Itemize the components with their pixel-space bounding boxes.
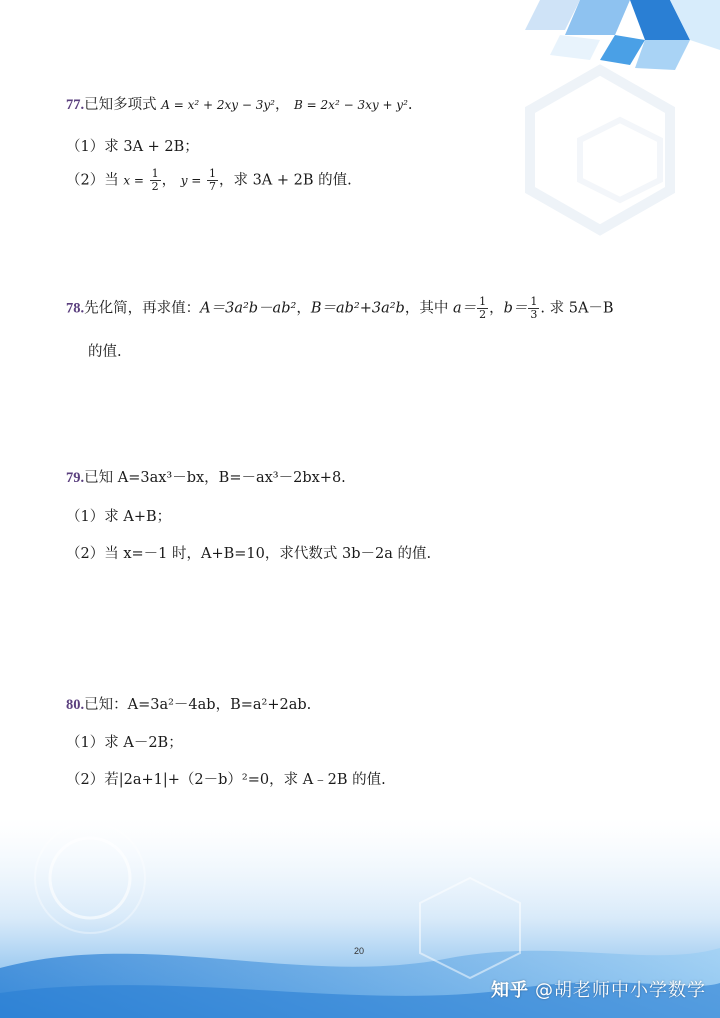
problem-text: 的值. — [88, 344, 122, 360]
numerator: 1 — [208, 167, 216, 180]
fraction-y — [207, 168, 218, 193]
problem-78-line-2 — [66, 340, 122, 361]
problem-79 — [66, 466, 346, 487]
comma: ， — [489, 300, 504, 317]
period: . — [407, 97, 413, 113]
problem-80-part-1 — [66, 731, 183, 752]
problem-77-part-1 — [66, 135, 199, 156]
problem-lead: 先化简，再求值： — [84, 300, 201, 317]
problem-lead: 已知：A=3a²－4ab，B=a²+2ab. — [84, 697, 312, 713]
part-label: （2） — [66, 772, 105, 788]
denominator: 7 — [208, 180, 216, 193]
zhihu-watermark — [491, 976, 706, 1002]
part-label: （1） — [66, 139, 105, 155]
denominator: 3 — [530, 308, 538, 321]
part-text: 当 — [104, 172, 119, 189]
watermark-text: @胡老师中小学数学 — [535, 980, 706, 1001]
part-label: （2） — [66, 546, 105, 562]
denominator: 2 — [151, 180, 159, 193]
problem-number: 77. — [66, 97, 85, 113]
comma: ， — [161, 172, 177, 189]
problem-number: 78. — [66, 300, 85, 317]
part-text: 求 A+B； — [104, 509, 172, 525]
numerator: 1 — [530, 295, 538, 308]
fraction-x — [150, 168, 161, 193]
problem-text: . 求 5A－B — [540, 300, 614, 317]
part-label: （1） — [66, 735, 105, 751]
fraction-b — [528, 296, 539, 321]
problem-79-part-2 — [66, 542, 431, 563]
problem-number: 80. — [66, 697, 85, 713]
part-text: ，求 3A + 2B 的值. — [218, 172, 352, 189]
formula-a: A = x² + 2xy − 3y² — [161, 98, 275, 112]
problem-77-part-2 — [66, 168, 352, 193]
denominator: 2 — [479, 308, 487, 321]
formula-b: B = 2x² − 3xy + y² — [294, 98, 408, 112]
part-label: （1） — [66, 509, 105, 525]
part-text: 当 x=－1 时，A+B=10，求代数式 3b－2a 的值. — [104, 546, 432, 562]
zhihu-logo-icon: 知乎 — [491, 980, 529, 1001]
part-text: 求 3A + 2B； — [104, 139, 199, 155]
problem-text: ，其中 — [404, 300, 449, 317]
numerator: 1 — [479, 295, 487, 308]
var-b: b＝ — [503, 300, 528, 317]
problem-number: 79. — [66, 470, 85, 486]
formula-a: A＝3a²b－ab² — [200, 300, 297, 317]
var-x: x = — [123, 173, 144, 188]
part-text: 若|2a+1|+（2－b）²=0，求 A﹣2B 的值. — [104, 772, 386, 788]
decorative-faint-hexagons — [500, 60, 700, 260]
page-number: 20 — [354, 946, 365, 956]
part-text: 求 A－2B； — [104, 735, 183, 751]
separator: ， — [274, 97, 290, 113]
var-a: a＝ — [452, 300, 477, 317]
problem-80 — [66, 693, 311, 714]
problem-78 — [66, 296, 614, 321]
var-y: y = — [180, 173, 202, 188]
problem-79-part-1 — [66, 505, 171, 526]
formula-b: B＝ab²+3a²b — [310, 300, 405, 317]
problem-lead: 已知 A=3ax³－bx，B=－ax³－2bx+8. — [84, 470, 346, 486]
problem-77 — [66, 94, 413, 116]
fraction-a — [477, 296, 488, 321]
problem-lead: 已知多项式 — [84, 97, 157, 113]
problem-80-part-2 — [66, 768, 386, 789]
numerator: 1 — [151, 167, 159, 180]
part-label: （2） — [66, 172, 105, 189]
separator: ， — [296, 300, 311, 317]
